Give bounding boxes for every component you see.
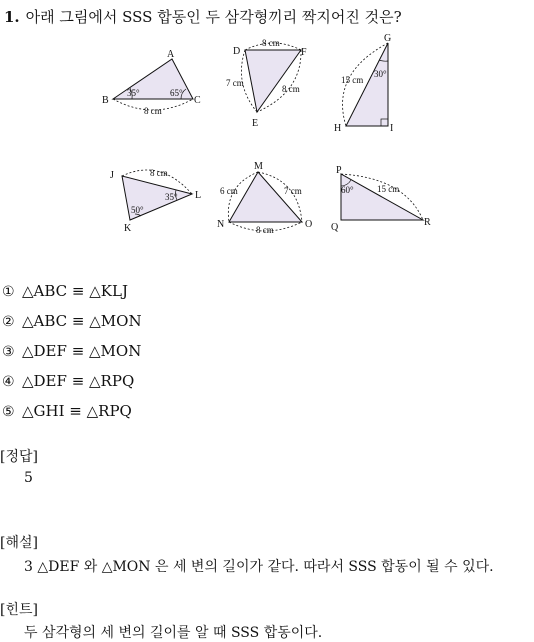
label-b: B [102, 95, 109, 106]
angle-k: 50° [131, 205, 144, 215]
explanation-heading: [해설] [0, 535, 38, 551]
option-marker: ③ [2, 344, 15, 360]
question-text: 아래 그림에서 SSS 합동인 두 삼각형끼리 짝지어진 것은? [25, 8, 402, 26]
answer-heading: [정답] [0, 449, 38, 465]
side-jl: 8 cm [150, 168, 168, 178]
option-3[interactable] [2, 342, 141, 360]
option-text: △DEF ≡ △RPQ [22, 372, 135, 390]
hint-text: 두 삼각형의 세 변의 길이를 알 때 SSS 합동이다. [24, 625, 323, 641]
option-text: △GHI ≡ △RPQ [22, 402, 132, 420]
label-p: P [336, 165, 342, 176]
label-o: O [305, 219, 313, 230]
triangle-abc [102, 49, 201, 116]
label-f: F [301, 47, 307, 58]
side-no: 8 cm [256, 225, 274, 235]
label-n: N [217, 219, 225, 230]
side-de: 7 cm [226, 78, 244, 88]
label-d: D [233, 46, 241, 57]
label-k: K [124, 223, 132, 234]
label-q: Q [331, 222, 339, 233]
option-4[interactable] [2, 372, 134, 390]
label-l: L [195, 190, 202, 201]
option-marker: ⑤ [2, 404, 15, 420]
label-r: R [424, 217, 431, 228]
angle-b: 35° [127, 88, 140, 98]
option-marker: ④ [2, 374, 15, 390]
label-m: M [254, 161, 263, 172]
hint-heading: [힌트] [0, 602, 38, 618]
side-ef: 8 cm [282, 84, 300, 94]
label-c: C [194, 95, 201, 106]
side-bc: 8 cm [144, 106, 162, 116]
triangle-mno [217, 161, 312, 235]
option-marker: ① [2, 284, 15, 300]
side-df: 8 cm [262, 38, 280, 48]
angle-l: 35° [165, 192, 178, 202]
option-text: △ABC ≡ △MON [22, 312, 142, 330]
angle-p: 60° [341, 185, 354, 195]
triangle-ghi [334, 33, 393, 134]
option-text: △ABC ≡ △KLJ [22, 282, 128, 300]
side-pr: 15 cm [377, 184, 400, 194]
label-e: E [252, 118, 259, 129]
label-g: G [384, 33, 392, 44]
label-j: J [110, 170, 114, 181]
label-a: A [167, 49, 175, 60]
triangle-pqr [331, 165, 431, 233]
answer-value: 5 [24, 470, 33, 486]
triangle-def [226, 38, 307, 129]
triangle-jkl [110, 168, 201, 234]
option-1[interactable] [2, 282, 128, 300]
label-i: I [390, 123, 394, 134]
side-gh: 15 cm [341, 75, 364, 85]
option-text: △DEF ≡ △MON [22, 342, 142, 360]
explanation-text: 3 △DEF 와 △MON 은 세 변의 길이가 같다. 따라서 SSS 합동이 될 수 있다. [24, 559, 494, 575]
side-mn: 6 cm [220, 186, 238, 196]
angle-g: 30° [374, 69, 387, 79]
angle-c: 65° [170, 88, 183, 98]
question-number: 1. [4, 8, 20, 26]
label-h: H [334, 123, 342, 134]
option-5[interactable] [2, 402, 132, 420]
option-marker: ② [2, 314, 15, 330]
triangle-figures [0, 0, 534, 260]
option-2[interactable] [2, 312, 142, 330]
side-mo: 7 cm [284, 186, 302, 196]
